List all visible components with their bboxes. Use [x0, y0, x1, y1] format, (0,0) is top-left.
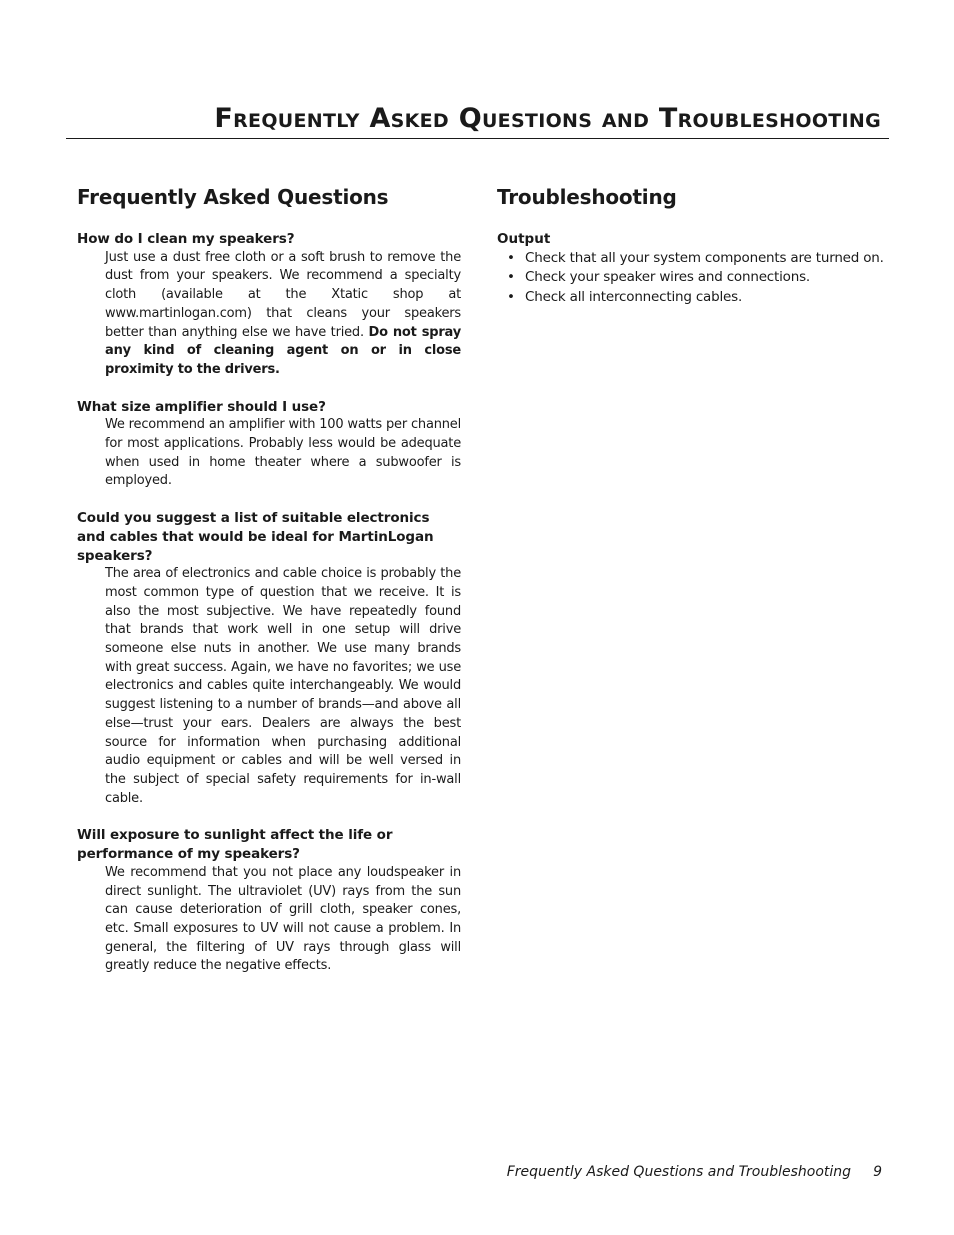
list-item-text: Check your speaker wires and connections. — [525, 269, 811, 286]
bullet-icon: • — [507, 288, 515, 305]
bullet-icon: • — [507, 269, 515, 286]
list-item — [507, 249, 897, 269]
list-item-text: Check all interconnecting cables. — [525, 288, 743, 305]
page-title: Frequently Asked Questions and Troubleshooting — [214, 103, 881, 134]
faq-answer-text: The area of electronics and cable choice is probably the most common type of question that we receive. It is also the most subjective. We have repeatedly found that brands that work well in one setup will drive someone else nuts in another. We use many brands with great success. Again, we have no favorites; we use electronics and cables quite interchangeably. We would suggest listening to a number of brands—and above all else—trust your ears. Dealers are always the best source for information when purchasing additional audio equipment or cables and will be well versed in the subject of special safety requirements for in-wall cable. — [105, 566, 461, 806]
faq-answer — [105, 864, 461, 976]
list-item — [507, 268, 897, 288]
bullet-icon: • — [507, 249, 515, 266]
faq-answer — [105, 565, 461, 808]
faq-answer — [105, 249, 461, 380]
faq-item — [77, 230, 461, 380]
faq-answer-text: We recommend that you not place any loudspeaker in direct sunlight. The ultraviolet (UV) rays from the sun can cause deterioration of grill cloth, speaker cones, etc. Small exposures to UV will not cause a problem. In general, the filtering of UV rays through glass will greatly reduce the negative effects. — [105, 864, 461, 974]
faq-answer-text: We recommend an amplifier with 100 watts per channel for most applications. Probably less would be adequate when used in home theater where a subwoofer is employed. — [105, 417, 461, 489]
troubleshooting-subheading: Output — [497, 231, 551, 247]
faq-question: What size amplifier should I use? — [77, 398, 326, 415]
faq-column — [77, 183, 461, 994]
troubleshooting-column — [497, 183, 897, 307]
troubleshooting-heading: Troubleshooting — [497, 185, 677, 209]
faq-answer-emphasis: Do not spray any kind of cleaning agent on or in close proximity to the drivers. — [105, 324, 461, 377]
faq-question: Will exposure to sunlight affect the life or performance of my speakers? — [77, 827, 393, 863]
page-number: 9 — [873, 1164, 882, 1180]
page-header — [66, 100, 889, 139]
faq-answer — [105, 416, 461, 491]
faq-item — [77, 509, 461, 808]
faq-item — [77, 398, 461, 492]
faq-answer-text: Just use a dust free cloth or a soft brush to remove the dust from your speakers. We recommend a specialty cloth (available at the Xtatic shop at www.martinlogan.com) that cleans your speakers better than anything else we have tried. — [105, 249, 461, 340]
list-item-text: Check that all your system components are turned on. — [525, 249, 884, 266]
faq-question: How do I clean my speakers? — [77, 231, 295, 247]
list-item — [507, 288, 897, 308]
faq-question: Could you suggest a list of suitable electronics and cables that would be ideal for MartinLogan speakers? — [77, 510, 434, 564]
faq-item — [77, 826, 461, 976]
troubleshooting-list — [497, 249, 897, 308]
faq-heading: Frequently Asked Questions — [77, 185, 389, 209]
page-footer — [507, 1162, 882, 1182]
footer-text: Frequently Asked Questions and Troubleshooting — [506, 1164, 852, 1180]
